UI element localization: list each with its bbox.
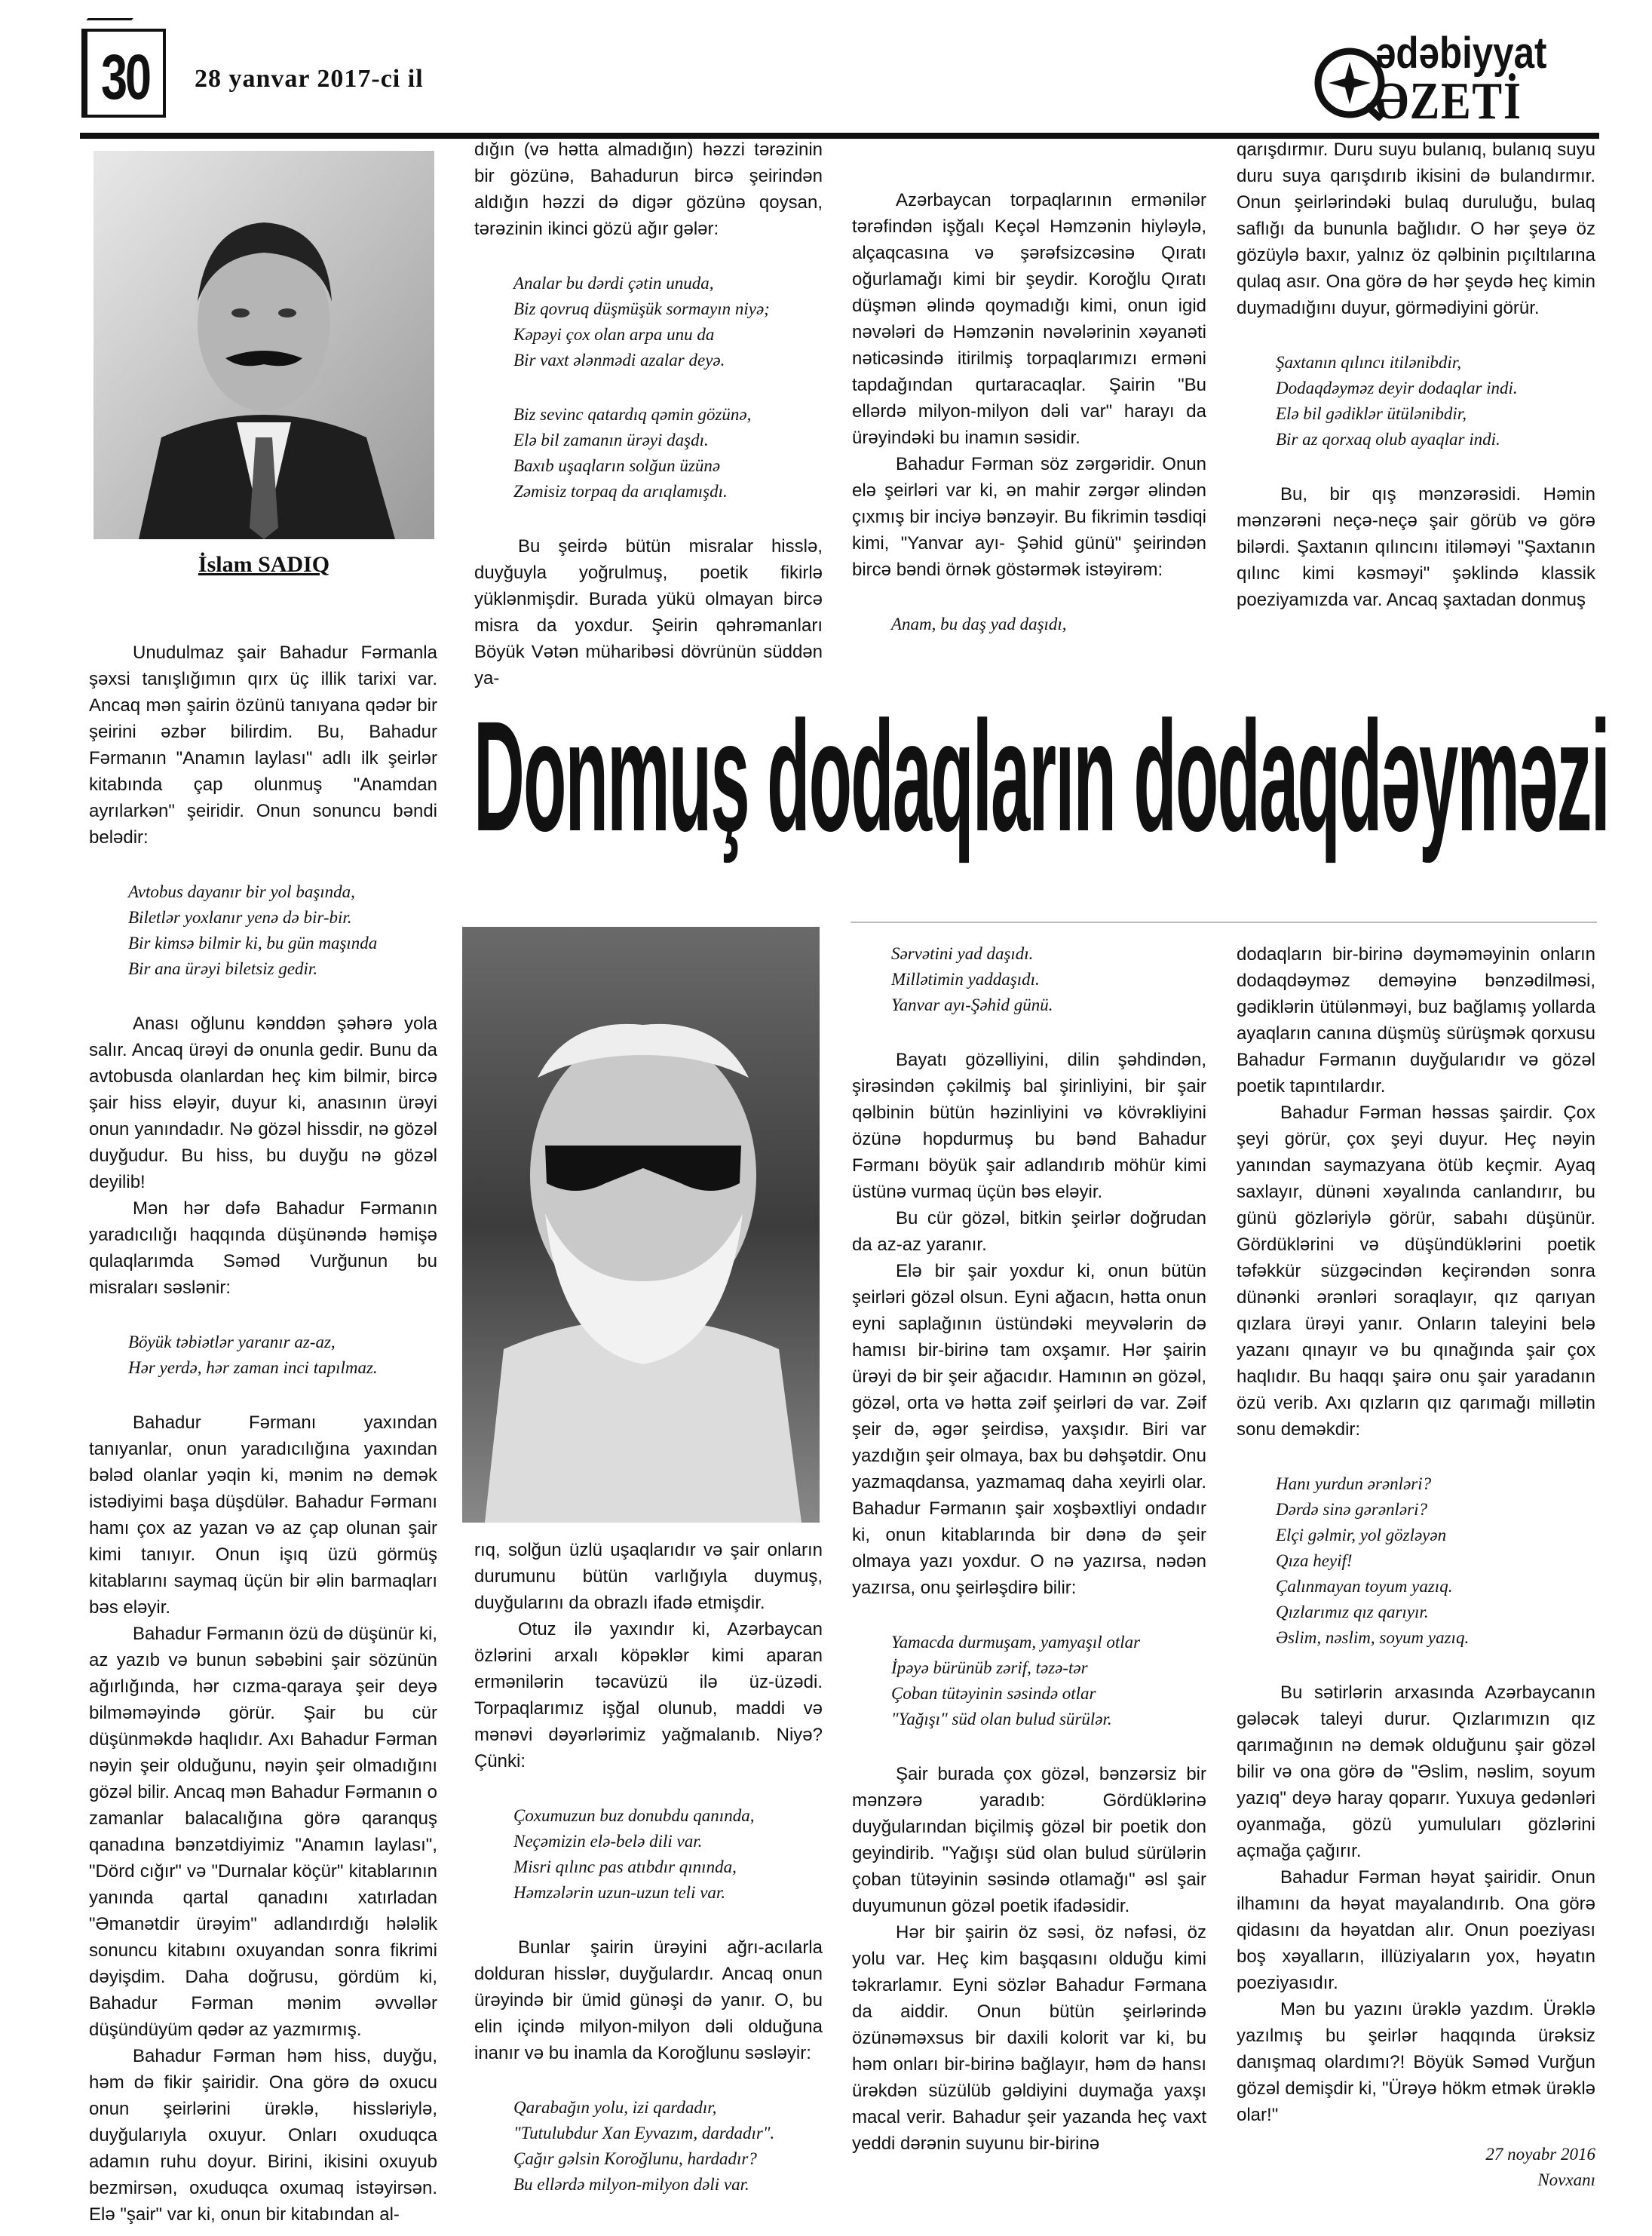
- poem-line: Əslim, nəslim, soyum yazıq.: [1276, 1628, 1470, 1647]
- poem-stanza: [891, 1630, 1206, 1732]
- poem-line: Yanvar ayı-Şəhid günü.: [891, 995, 1053, 1014]
- poem-line: Böyük təbiətlər yaranır az-az,: [128, 1333, 336, 1351]
- poem-line: Zəmisiz torpaq da arıqlamışdı.: [513, 482, 728, 501]
- article-paragraph: Anası oğlunu kənddən şəhərə yola salır. Ancaq ürəyi də onunla gedir. Bunu da avtobusda olanlardan heç kim bilmir, bircə şair hiss eləyir, duyur ki, anasının ürəyi onun yanındadır. Nə gözəl hissdir, nə gözəl duyğudur. Bu hiss, bu duyğu nə gözəl deyilib!: [89, 1014, 437, 1192]
- article-paragraph: Bayatı gözəlliyini, dilin şəhdindən, şirəsindən çəkilmiş bal şirinliyini, bir şair qəlbinin bütün həzinliyini və kövrəkliyini özünə hopdurmuş bu bənd Bahadur Fərmanı böyük şair adlandırıb möhür kimi üstünə vurmaq üçün bəs eləyir.: [852, 1050, 1206, 1202]
- logo-text-bottom: ƏZETİ: [1375, 72, 1522, 130]
- article-paragraph: Bu şeirdə bütün misralar hisslə, duyğuyla yoğrulmuş, poetik fikirlə yüklənmişdir. Burada yükü olmayan bircə misra da yoxdur. Şeirin qəhrəmanları Böyük Vətən müharibəsi dövrünün süddən ya-: [474, 536, 823, 689]
- article-paragraph: Otuz ilə yaxındır ki, Azərbaycan özlərini arxalı köpəklər kimi aparan ermənilərin təcavüzü ilə üz-üzədi. Torpaqlarımız işğal olunub, maddi və mənəvi dəyərlərimiz yağmalanıb. Niyə? Çünki:: [474, 1619, 823, 1771]
- poem-line: Elə bil gədiklər ütülənibdir,: [1276, 404, 1467, 423]
- article-paragraph: Bu sətirlərin arxasında Azərbaycanın gələcək taleyi durur. Qızlarımızın qız qarımağının nə demək olduğunu şair gözəl bilir və ona görə də "Əslim, nəslim, soyum yazıq" deyə haray qoparır. Yuxuya gedənləri oyanmağa, gözü yumuluları gözlərini açmağa çağırır.: [1237, 1682, 1595, 1861]
- poem-stanza: [513, 1803, 823, 1906]
- signoff-date: 27 noyabr 2016: [1485, 2145, 1595, 2164]
- poem-stanza: [513, 402, 823, 505]
- poem-line: Biz sevinc qatardıq qəmin gözünə,: [513, 405, 752, 424]
- article-paragraph: Bahadur Fərman həm hiss, duyğu, həm də fikir şairidir. Ona görə də oxucu onun şeirlərini ürəklə, hissləriylə, duyğularıyla oxuyur. Onları oxuduqca adamın ruhu doyur. Birini, ikisini oxuyub bezmirsən, oxuduqca oxumaq istəyirsən. Elə "şair" var ki, onun bir kitabından al-: [89, 2046, 437, 2225]
- signoff-place: Novxanı: [1537, 2170, 1595, 2189]
- poem-stanza: [513, 2095, 823, 2198]
- poem-line: Yamacda durmuşam, yamyaşıl otlar: [891, 1633, 1141, 1652]
- poem-line: Qıza heyif!: [1276, 1551, 1353, 1570]
- poem-line: Qarabağın yolu, izi qardadır,: [513, 2098, 717, 2117]
- article-paragraph: Azərbaycan torpaqlarının ermənilər tərəfindən işğalı Keçəl Həmzənin hiyləylə, alçaqcasına və şərəfsizcəsinə Qıratı oğurlamağı kimi bir şeydir. Koroğlu Qıratı düşmən əlində qoymadığı kimi, onun igid nəvələri də Həmzənin nəvələrinin xəyanəti nəticəsində itirilmiş torpaqlarımızı erməni tapdağından qurtaracaqlar. Şairin "Bu ellərdə milyon-milyon dəli var" harayı da ürəyindəki bu inamın səsidir.: [852, 190, 1206, 448]
- poem-line: Bir vaxt ələnmədi azalar deyə.: [513, 351, 725, 370]
- article-paragraph: Şair burada çox gözəl, bənzərsiz bir mənzərə yaradıb: Gördüklərinə duyğularından biçilmiş gözəl bir poetik don geyindirib. "Yağışı süd olan bulud sürülərin çoban tütəyinin səsində otlamağı" əsl şair duyumunun gözəl poetik ifadəsidir.: [852, 1764, 1206, 1916]
- poem-stanza: [128, 1330, 437, 1381]
- article-signoff: [1237, 2142, 1595, 2193]
- article-paragraph: Unudulmaz şair Bahadur Fərmanla şəxsi tanışlığımın qırx üç illik tarixi var. Ancaq mən şairin özünü tanıyana qədər bir şeirini əzbər bilirdim. Bu, Bahadur Fərmanın "Anamın laylası" adlı ilk şeirlər kitabında çap olunmuş "Anamdan ayrılarkən" şeiridir. Onun sonuncu bəndi belədir:: [89, 643, 437, 848]
- poem-line: Misri qılınc pas atıbdır qınında,: [513, 1857, 737, 1876]
- poem-line: Dərdə sinə gərənləri?: [1276, 1500, 1427, 1519]
- article-paragraph: Bu cür gözəl, bitkin şeirlər doğrudan da az-az yaranır.: [852, 1208, 1206, 1255]
- newspaper-logo: [1312, 30, 1598, 128]
- author-photo: [93, 151, 434, 539]
- article-paragraph: qarışdırmır. Duru suyu bulanıq, bulanıq suyu duru suya qarışdırıb ikisini də bulandırmır. Onun şeirlərindəki bulaq duruluğu, bulaq saflığı da bununla bağlıdır. O hər şeyə öz gözüylə baxır, yalnız öz qəlbinin pıçıltılarına qulaq asır. Ona görə də hər şeydə heç kimin duymadığını duyur, görmədiyini görür.: [1237, 140, 1595, 318]
- poem-line: Çoban tütəyinin səsində otlar: [891, 1684, 1096, 1703]
- article-paragraph: Bahadur Fərman həyat şairidir. Onun ilhamını da həyat mayalandırıb. Ona görə qidasını da həyatdan alır. Onun poeziyası boş xəyalların, illüziyaların yox, həyatın poeziyasıdır.: [1237, 1867, 1595, 1993]
- poem-line: "Tutulubdur Xan Eyvazım, dardadır".: [513, 2124, 775, 2142]
- poem-line: Çoxumuzun buz donubdu qanında,: [513, 1806, 755, 1825]
- poem-line: Baxıb uşaqların solğun üzünə: [513, 456, 721, 475]
- poem-line: "Yağışı" süd olan bulud sürülər.: [891, 1710, 1112, 1728]
- poem-line: Avtobus dayanır bir yol başında,: [128, 882, 355, 901]
- logo-text-top: ədəbiyyat: [1375, 29, 1547, 78]
- poem-line: Hər yerdə, hər zaman inci tapılmaz.: [128, 1358, 378, 1377]
- poem-stanza: [513, 271, 823, 373]
- article-paragraph: rıq, solğun üzlü uşaqlarıdır və şair onların durumunu bütün varlığıyla duymuş, duyğularını da obrazlı ifadə etmişdir.: [474, 1540, 823, 1613]
- poet-photo: [462, 927, 820, 1523]
- poem-line: Kəpəyi çox olan arpa unu da: [513, 325, 715, 344]
- poem-line: Çalınmayan toyum yazıq.: [1276, 1577, 1453, 1596]
- column-1: [89, 640, 437, 2228]
- article-paragraph: Bahadur Fərman söz zərgəridir. Onun elə şeirləri var ki, ən mahir zərgər əlindən çıxmış bir inciyə bənzəyir. Bu fikrimin təsdiqi kimi, "Yanvar ayı- Şəhid günü" şeirindən bircə bəndi örnək göstərmək istəyirəm:: [852, 454, 1206, 580]
- poem-line: Biletlər yoxlanır yenə də bir-bir.: [128, 908, 352, 927]
- poem-stanza: [128, 879, 437, 982]
- poem-line: Elə bil zamanın ürəyi daşdı.: [513, 431, 709, 449]
- poem-line: Bir ana ürəyi biletsiz gedir.: [128, 959, 318, 978]
- issue-date: 28 yanvar 2017-ci il: [195, 65, 424, 93]
- poem-stanza: [1276, 350, 1595, 452]
- poem-line: Qızlarımız qız qarıyır.: [1276, 1603, 1429, 1621]
- article-paragraph: Bu, bir qış mənzərəsidi. Həmin mənzərəni neçə-neçə şair görüb və görə bilərdi. Şaxtanın qılıncını itiləməyi "Şaxtanın qılınc kimi kəsməyi" şəklində klassik poeziyamızda var. Ancaq şaxtadan donmuş: [1237, 484, 1595, 610]
- article-paragraph: Bahadur Fərmanın özü də düşünür ki, az yazıb və bunun səbəbini şair sözünün ağırlığında, hər cızma-qaraya şeir deyə bilməməyində görür. Şair bu cür düşünməkdə haqlıdır. Axı Bahadur Fərman nəyin şeir olduğunu, nəyin şeir olmadığını gözəl bilir. Ancaq mən Bahadur Fərmanın o zamanlar balacalığına görə qaranquş qanadına bənzətdiyimiz "Anamın laylası", "Dörd cığır" və "Durnalar köçür" kitablarının yanında qartal qanadını xatırladan "Əmanətdir ürəyim" adlandırdığı hələlik sonuncu kitabını oxuyandan sonra fikrimi dəyişdim. Daha doğrusu, gördüm ki, Bahadur Fərman mənim əvvəllər düşündüyüm qədər az yazmırmış.: [89, 1624, 437, 2040]
- poem-line: Bir kimsə bilmir ki, bu gün maşında: [128, 934, 378, 952]
- poem-line: Çağır gəlsin Koroğlunu, hardadır?: [513, 2149, 757, 2168]
- poem-line: Sərvətini yad daşıdı.: [891, 944, 1034, 963]
- poem-line: Anam, bu daş yad daşıdı,: [891, 615, 1067, 633]
- poem-line: Biz qovruq düşmüşük sormayın niyə;: [513, 299, 770, 318]
- column-4-top: [1237, 136, 1595, 613]
- article-paragraph: dığın (və hətta almadığın) həzzi tərəzinin bir gözünə, Bahadurun bircə şeirindən aldığın həzzi də digər gözünə qoysan, tərəzinin ikinci gözü ağır gələr:: [474, 140, 823, 239]
- article-paragraph: Bahadur Fərman həssas şairdir. Çox şeyi görür, çox şeyi duyur. Heç nəyin yanından saymazyana ötüb keçmir. Ayaq saxlayır, dünəni xəyalında canlandırır, bu günü gözləriylə görür, sabahı düşünür. Gördüklərini və düşündüklərini poetik təfəkkür süzgəcindən keçirəndən sonra dünənki ərənləri soraqlayır, qız qarıyan qızlara ürəyi yanır. Onların taleyini belə yazanı qınayır və bu qınağında şair çox haqlıdır. Bu haqqı şairə onu şair yaradanın özü verib. Axı qızların qız qarımağı millətin sonu deməkdir:: [1237, 1103, 1595, 1440]
- column-2-top: [474, 136, 823, 692]
- poet-portrait-image: [462, 927, 820, 1523]
- headline-bottom-rule: [851, 922, 1597, 923]
- page-number: 30: [100, 41, 150, 112]
- article-paragraph: Mən bu yazını ürəklə yazdım. Ürəklə yazılmış bu şeirlər haqqında ürəksiz danışmaq olardımı?! Böyük Səməd Vurğun gözəl demişdir ki, "Ürəyə hökm etmək ürəklə olar!": [1237, 1999, 1595, 2125]
- poem-line: Bir az qorxaq olub ayaqlar indi.: [1276, 430, 1500, 449]
- poem-line: Elçi gəlmir, yol gözləyən: [1276, 1526, 1447, 1544]
- article-paragraph: Bahadur Fərmanı yaxından tanıyanlar, onun yaradıcılığına yaxından bələd olanlar yəqin ki, mənim nə demək istədiyimi başa düşdülər. Bahadur Fərmanı hamı çox az yazan və az çap olunan şair kimi tanıyır. Onun işıq üzü görmüş kitablarını saymaq üçün bir əlin barmaqları bəs eləyir.: [89, 1412, 437, 1618]
- poem-line: Neçəmizin elə-belə dili var.: [513, 1832, 703, 1851]
- poem-stanza: [891, 941, 1206, 1018]
- headline: [474, 689, 1609, 864]
- author-photo-caption: İslam SADIQ: [198, 552, 330, 577]
- page-number-box: [81, 29, 166, 118]
- article-paragraph: Mən hər dəfə Bahadur Fərmanın yaradıcılığı haqqında düşünəndə həmişə qulaqlarımda Səməd Vurğunun bu misraları səslənir:: [89, 1198, 437, 1298]
- poem-stanza: [1276, 1471, 1595, 1651]
- poem-line: Dodaqdəyməz deyir dodaqlar indi.: [1276, 379, 1518, 397]
- poem-line: İpəyə bürünüb zərif, təzə-tər: [891, 1658, 1088, 1677]
- poem-line: Həmzələrin uzun-uzun teli var.: [513, 1883, 726, 1902]
- article-paragraph: dodaqların bir-birinə dəyməməyinin onların dodaqdəyməz deməyinə bənzədilməsi, gədiklərin ütülənməyi, buz bağlamış yollarda ayaqların canına düşmüş sürüşmək qorxusu Bahadur Fərmanın duyğularıdır və gözəl poetik tapıntılardır.: [1237, 944, 1595, 1097]
- poem-stanza: [891, 612, 1206, 637]
- poem-line: Hanı yurdun ərənləri?: [1276, 1474, 1432, 1493]
- column-2-bottom: [474, 1537, 823, 2226]
- column-4-bottom: [1237, 941, 1595, 2193]
- column-3-bottom: [852, 941, 1206, 2157]
- article-paragraph: Hər bir şairin öz səsi, öz nəfəsi, öz yolu var. Heç kim başqasını olduğu kimi təkrarlamır. Eyni sözlər Bahadur Fərmana da aiddir. Onun bütün şeirlərində özünəməxsus bir daxili kolorit var ki, bu həm onları bir-birinə bağlayır, həm də hansı ürəkdən süzülüb gəldiyini duymağa yaxşı macal verir. Bahadur şeir yazanda heç vaxt yeddi dərənin suyunu bir-birinə: [852, 1922, 1206, 2154]
- headline-text: Donmuş dodaqların dodaqdəyməzi: [474, 689, 1609, 864]
- poem-line: Millətimin yaddaşıdı.: [891, 970, 1040, 989]
- column-3-top: [852, 187, 1206, 666]
- poem-line: Şaxtanın qılıncı itilənibdir,: [1276, 353, 1461, 372]
- author-portrait-image: [93, 151, 434, 539]
- poem-line: Bu ellərdə milyon-milyon dəli var.: [513, 2175, 749, 2194]
- article-paragraph: Bunlar şairin ürəyini ağrı-acılarla dolduran hisslər, duyğulardır. Ancaq onun ürəyində bir ümid günəşi də yanır. O, bu elin içində milyon-milyon dəli olduğuna inanır və bu inamla da Koroğlunu səsləyir:: [474, 1937, 823, 2063]
- poem-line: Analar bu dərdi çətin unuda,: [513, 274, 714, 293]
- article-paragraph: Elə bir şair yoxdur ki, onun bütün şeirləri gözəl olsun. Eyni ağacın, hətta onun eyni saplağının üstündəki meyvələrin də hamısı bir-birinə tam oxşamır. Hər şairin ürəyi də bir şeir ağacıdır. Hamının ən gözəl, gözəl, orta və hətta zəif şeirləri də var. Zəif şeir də, əgər şeirdisə, yaxşıdır. Biri var yazdığın şeir olmaya, bax bu dəhşətdir. Onu yazmaqdansa, yazmamaq daha xeyirli olar. Bahadur Fərmanın şair xoşbəxtliyi ondadır ki, onun kitablarında bir dənə də şeir olmaya yazı yoxdur. O nə yazırsa, nədən yazırsa, onu şeirləşdirə bilir:: [852, 1261, 1206, 1598]
